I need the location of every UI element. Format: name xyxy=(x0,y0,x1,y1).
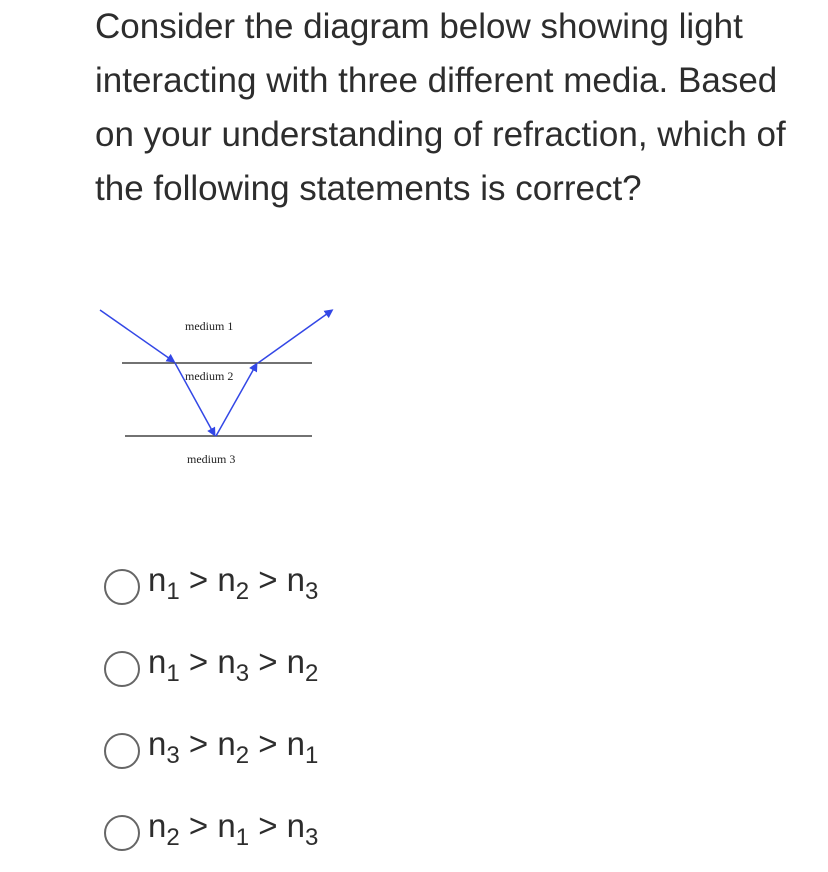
option-2-text: $n_1 > n_3 > n_2$ xyxy=(148,643,319,687)
option-2[interactable] xyxy=(98,634,438,694)
subscript: 1 xyxy=(235,824,250,851)
emergent-ray xyxy=(258,311,331,363)
subscript: 3 xyxy=(166,742,180,769)
radio-button[interactable] xyxy=(104,733,140,769)
option-1-text: $n_1 > n_2 > n_3$ xyxy=(148,561,319,605)
subscript: 2 xyxy=(235,578,250,605)
radio-button[interactable] xyxy=(104,651,140,687)
subscript: 3 xyxy=(305,578,319,605)
subscript: 2 xyxy=(305,660,319,687)
option-4[interactable] xyxy=(98,798,438,858)
option-1[interactable] xyxy=(98,552,438,612)
subscript: 1 xyxy=(166,660,180,687)
label-medium-2: medium 2 xyxy=(185,369,234,383)
radio-button[interactable] xyxy=(104,569,140,605)
subscript: 2 xyxy=(235,742,250,769)
option-3[interactable] xyxy=(98,716,438,776)
subscript: 3 xyxy=(305,824,319,851)
label-medium-3: medium 3 xyxy=(187,452,236,466)
incident-ray xyxy=(100,310,173,361)
subscript: 1 xyxy=(166,578,180,605)
question-text: Consider the diagram below showing light interacting with three different media. Based on your understanding of refraction, which of the following statements is correct? xyxy=(95,7,786,208)
refraction-diagram xyxy=(90,295,340,480)
label-medium-1: medium 1 xyxy=(185,319,234,333)
subscript: 3 xyxy=(235,660,250,687)
option-4-text: $n_2 > n_1 > n_3$ xyxy=(148,807,319,851)
option-3-text: $n_3 > n_2 > n_1$ xyxy=(148,725,319,769)
radio-button[interactable] xyxy=(104,815,140,851)
subscript: 2 xyxy=(166,824,180,851)
subscript: 1 xyxy=(305,742,319,769)
